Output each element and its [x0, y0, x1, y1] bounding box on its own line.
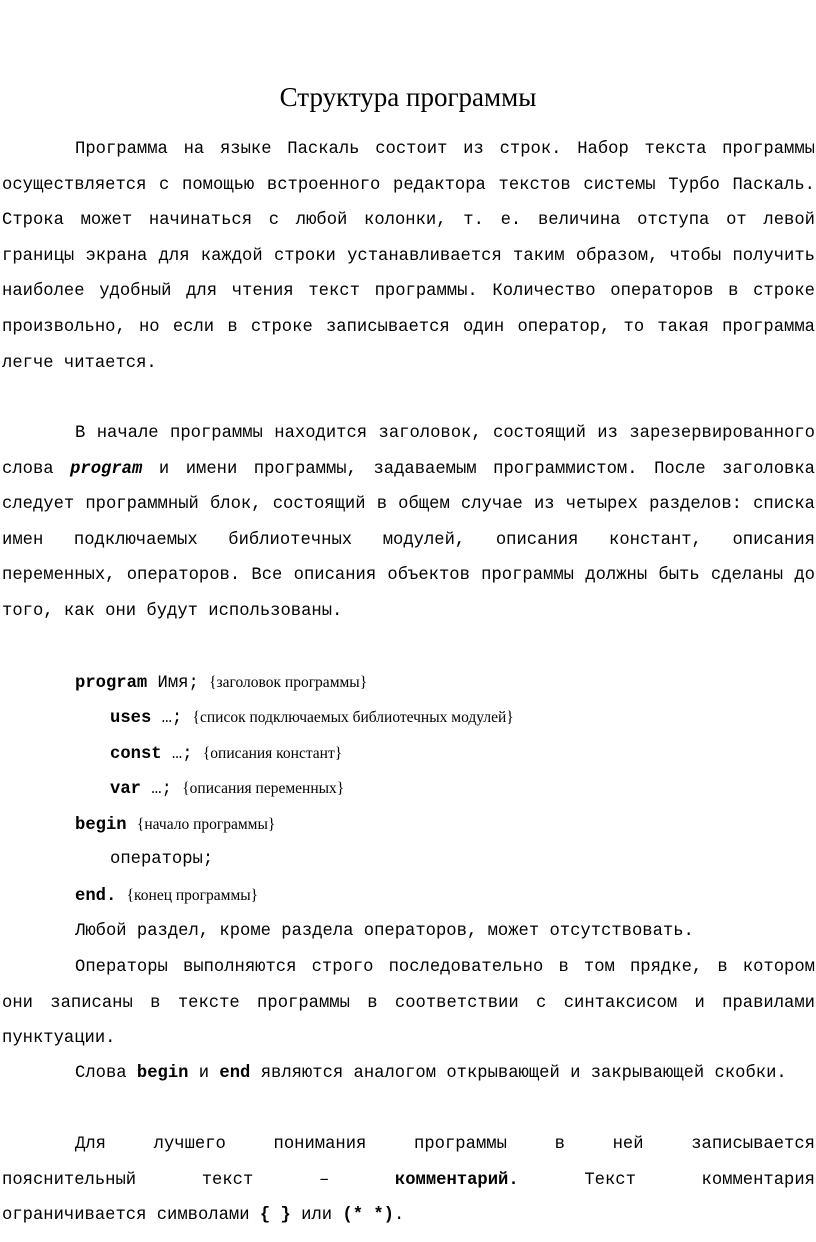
text: Слова [75, 1064, 137, 1083]
paragraph-structure-text-before: В начале программы находится заголовок, состоящий из зарезервированного слова [2, 424, 815, 479]
text: . [393, 1206, 405, 1225]
text: являются аналогом открывающей и закрывающей скобки. [250, 1064, 787, 1083]
paragraph-begin-end [2, 1056, 815, 1092]
code-keyword: begin [75, 816, 127, 835]
paragraph-intro: Программа на языке Паскаль состоит из строк. Набор текста программы осуществляется с помощью встроенного редактора текстов системы Турбо Паскаль. Строка может начинаться с любой колонки, т. е. величина отступа от левой границы экрана для каждой строки устанавливается таким образом, чтобы получить наиболее удобный для чтения текст программы. Количество операторов в строке произвольно, но если в строке записывается один оператор, то такая программа легче читается. [2, 140, 815, 373]
paragraph-structure [2, 416, 815, 630]
code-text: Имя; [147, 674, 210, 693]
paragraph-comments-line1: Для лучшего понимания программы в ней записывается [75, 1135, 815, 1154]
keyword-comment: комментарий. [394, 1171, 519, 1190]
code-keyword: const [110, 745, 162, 764]
code-keyword: program [75, 674, 148, 693]
code-line-var [110, 771, 344, 808]
code-comment: {заголовок программы} [209, 674, 368, 691]
code-text: операторы; [110, 850, 214, 869]
code-comment: {начало программы} [136, 816, 276, 833]
code-text [127, 816, 137, 835]
code-line-program [75, 665, 367, 702]
keyword-end: end [219, 1064, 251, 1083]
code-comment: {описания переменных} [182, 780, 345, 797]
keyword-program: program [70, 459, 143, 479]
code-line-const [110, 736, 342, 773]
paragraph-comments-line3 [2, 1198, 404, 1234]
text: пояснительный текст – [2, 1171, 395, 1190]
page-title: Структура программы [279, 82, 537, 112]
code-text: …; [151, 709, 193, 728]
code-line-end [75, 878, 258, 915]
code-line-statements [110, 842, 213, 878]
code-text [116, 887, 126, 906]
comment-parens: (* *) [342, 1206, 394, 1225]
text: или [290, 1206, 343, 1225]
code-line-uses [110, 700, 514, 737]
text: и [188, 1064, 220, 1083]
text: ограничивается символами [2, 1206, 260, 1225]
code-comment: {описания констант} [202, 745, 343, 762]
code-comment: {список подключаемых библиотечных модулей} [192, 709, 514, 726]
paragraph-optional-sections: Любой раздел, кроме раздела операторов, может отсутствовать. [75, 922, 694, 941]
code-keyword: end. [75, 887, 117, 906]
code-keyword: uses [110, 709, 152, 728]
paragraph-comments-line2 [2, 1163, 815, 1199]
paragraph-order: Операторы выполняются строго последовательно в том прядке, в котором они записаны в тексте программы в соответствии с синтаксисом и правилами пунктуации. [2, 958, 815, 1049]
keyword-begin: begin [136, 1064, 189, 1083]
code-line-begin [75, 807, 275, 844]
paragraph-structure-text-after: и имени программы, задаваемым программистом. После заголовка следует программный блок, состоящий в общем случае из четырех разделов: списка имен подключаемых библиотечных модулей, описания констант, описания переменных, операторов. Все описания объектов программы должны быть сделаны до того, как они будут использованы. [2, 459, 815, 621]
code-keyword: var [110, 780, 141, 799]
text: Текст комментария [518, 1171, 815, 1190]
code-text: …; [161, 745, 203, 764]
code-comment: {конец программы} [126, 887, 259, 904]
code-text: …; [140, 780, 183, 799]
comment-braces: { } [259, 1206, 291, 1225]
